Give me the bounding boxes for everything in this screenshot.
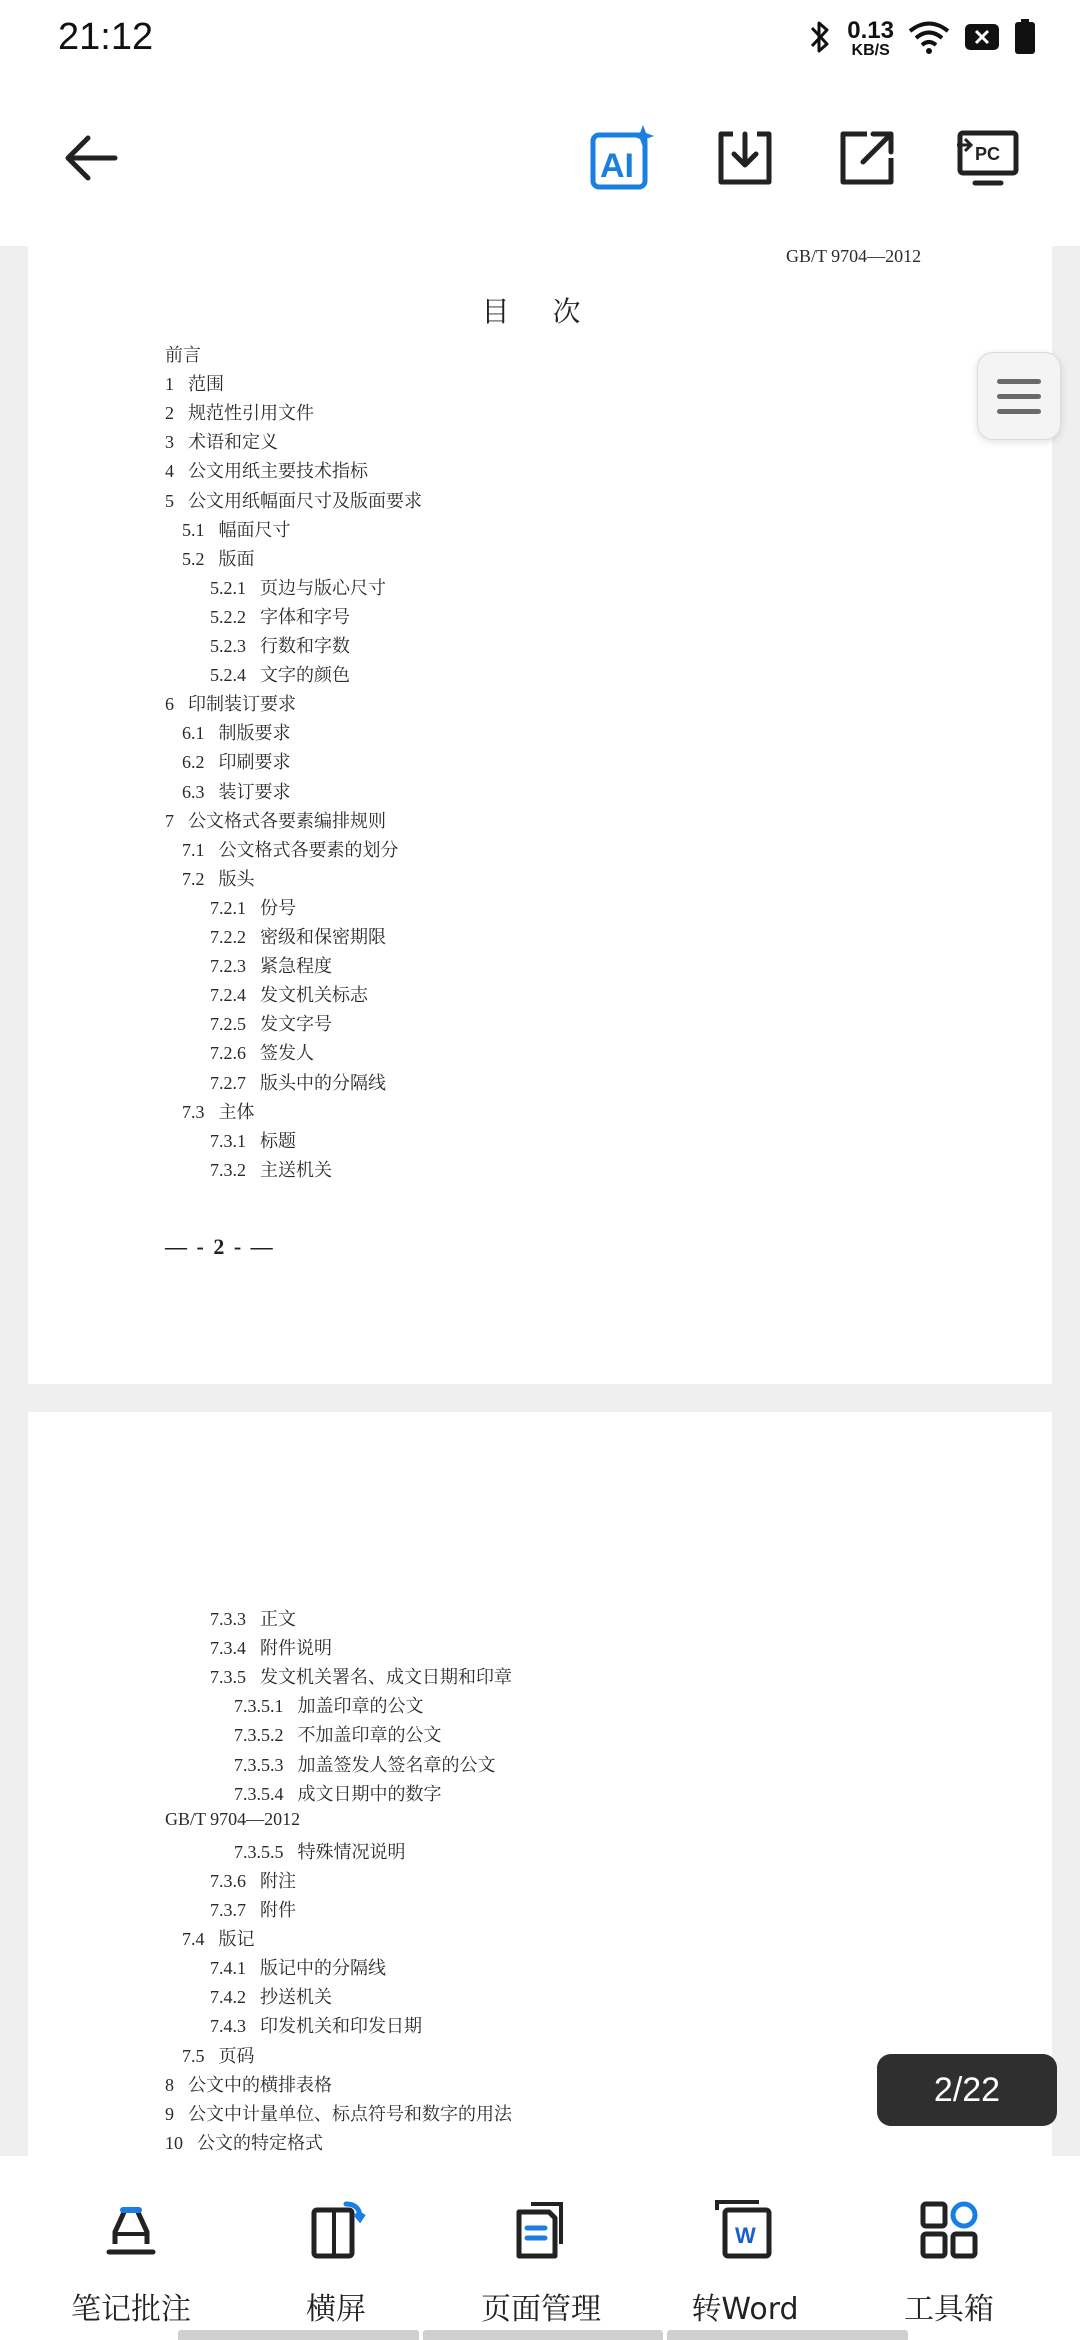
page-header-code: GB/T 9704—2012 xyxy=(786,246,922,266)
net-speed-value: 0.13 xyxy=(847,17,894,44)
toc-entry[interactable] xyxy=(210,1156,332,1182)
toc-entry-title: 印刷要求 xyxy=(218,752,291,773)
toc-entry-title: 版头中的分隔线 xyxy=(260,1072,386,1093)
toc-entry-title: 附注 xyxy=(260,1870,296,1891)
wifi-icon xyxy=(908,20,950,59)
share-button[interactable] xyxy=(827,120,907,200)
toc-entry-title: 规范性引用文件 xyxy=(188,403,314,424)
toc-entry-number: 6.2 xyxy=(182,752,205,773)
top-toolbar xyxy=(0,80,1080,246)
toc-entry-number: 6.3 xyxy=(182,781,205,802)
toc-entry-number: 5.2 xyxy=(182,548,205,569)
download-icon xyxy=(715,128,775,193)
toc-entry-number: 7.4 xyxy=(182,1929,205,1950)
annotate-pen-icon xyxy=(99,2198,163,2262)
toc-entry-number: 7.1 xyxy=(182,839,205,860)
toc-entry-number: 7.5 xyxy=(182,2045,205,2066)
toc-entry[interactable] xyxy=(234,1838,406,1864)
toc-entry-title: 制版要求 xyxy=(218,723,291,744)
toc-entry-title: 不加盖印章的公文 xyxy=(297,1725,442,1746)
toc-entry-title: 范围 xyxy=(188,374,224,395)
nav-annotate[interactable] xyxy=(31,2156,231,2340)
toc-entry[interactable] xyxy=(210,1634,332,1660)
toc-entry-title: 成文日期中的数字 xyxy=(297,1783,442,1804)
toc-entry[interactable] xyxy=(210,1127,296,1153)
menu-bar-icon xyxy=(997,379,1041,384)
toc-entry-title: 印发机关和印发日期 xyxy=(260,2016,422,2037)
toc-entry-number: 7.3.5.3 xyxy=(234,1754,284,1775)
toc-entry[interactable] xyxy=(165,341,201,367)
toc-entry-title: 公文用纸幅面尺寸及版面要求 xyxy=(188,490,422,511)
toc-entry[interactable] xyxy=(210,2012,422,2038)
toc-entry[interactable] xyxy=(210,894,296,920)
toc-entry-number: 7.3.4 xyxy=(210,1638,246,1659)
toc-entry-number: 7.3.2 xyxy=(210,1159,246,1180)
toc-entry-number: 7.2 xyxy=(182,868,205,889)
toc-entry-number: 7.3.5 xyxy=(210,1667,246,1688)
toc-entry[interactable] xyxy=(234,1721,442,1747)
toc-entry[interactable] xyxy=(182,748,291,774)
share-export-icon xyxy=(837,128,897,193)
toc-entry-number: 7 xyxy=(165,810,174,831)
toc-entry-number: 5.2.1 xyxy=(210,577,246,598)
toc-entry-number: 5.1 xyxy=(182,519,205,540)
toc-entry[interactable] xyxy=(234,1692,424,1718)
toc-entry-title: 发文字号 xyxy=(260,1014,332,1035)
toc-entry-number: 7.3.1 xyxy=(210,1130,246,1151)
toc-entry-number: 7.3.7 xyxy=(210,1900,246,1920)
toc-entry-title: 标题 xyxy=(260,1130,296,1151)
toc-entry[interactable] xyxy=(210,1039,314,1065)
toc-entry-number: 3 xyxy=(165,432,174,453)
toc-entry[interactable] xyxy=(210,632,350,658)
toc-entry[interactable] xyxy=(182,778,291,804)
toc-entry[interactable] xyxy=(234,1751,496,1777)
toc-entry-title: 幅面尺寸 xyxy=(218,519,291,540)
toc-entry-number: 7.2.4 xyxy=(210,985,246,1006)
toc-entry-number: 5.2.3 xyxy=(210,636,246,656)
page-manage-icon xyxy=(509,2198,573,2262)
download-button[interactable] xyxy=(705,120,785,200)
toc-entry-number: 6 xyxy=(165,694,174,715)
toc-entry-title: 版面 xyxy=(218,548,255,569)
toc-entry-number: 5.2.4 xyxy=(210,665,246,686)
nav-page-manage-label: 页面管理 xyxy=(481,2292,601,2327)
toc-entry-title: 加盖印章的公文 xyxy=(297,1696,424,1717)
toc-entry-number: 7.3.5.1 xyxy=(234,1696,284,1717)
pdf-page-2 xyxy=(28,246,1052,1384)
word-badge: W xyxy=(735,2223,756,2248)
toc-entry-title: 印制装订要求 xyxy=(188,694,296,715)
toc-entry[interactable] xyxy=(210,1010,332,1036)
toc-entry-title: 页边与版心尺寸 xyxy=(260,577,386,598)
toc-entry-title: 发文机关署名、成文日期和印章 xyxy=(260,1667,512,1688)
toc-entry-number: 7.4.1 xyxy=(210,1958,246,1979)
toc-entry-title: 附件说明 xyxy=(260,1638,332,1659)
back-button[interactable] xyxy=(50,120,130,200)
toc-entry-number: 4 xyxy=(165,461,174,482)
toc-entry-title: 附件 xyxy=(260,1900,296,1920)
toc-entry-number: 7.3.3 xyxy=(210,1609,246,1629)
toc-entry-number: 7.2.6 xyxy=(210,1043,246,1064)
toolbox-icon xyxy=(917,2198,981,2262)
cast-to-pc-button[interactable] xyxy=(948,120,1028,200)
page-counter: 2/22 xyxy=(877,2054,1057,2126)
rotate-landscape-icon xyxy=(304,2198,368,2262)
toc-entry-title: 公文的特定格式 xyxy=(197,2132,323,2153)
toc-entry-number: 7.2.1 xyxy=(210,897,246,918)
status-icons xyxy=(807,14,1036,64)
toc-entry-title: 行数和字数 xyxy=(260,636,350,656)
toc-entry-title: 公文中计量单位、标点符号和数字的用法 xyxy=(188,2103,512,2124)
nav-convert-word[interactable] xyxy=(645,2156,845,2340)
sim-off-icon xyxy=(964,22,1000,57)
toc-entry[interactable] xyxy=(165,807,386,833)
bottom-nav xyxy=(0,2156,1080,2340)
toc-entry[interactable] xyxy=(165,2071,332,2097)
nav-page-manage[interactable] xyxy=(441,2156,641,2340)
net-speed xyxy=(847,19,894,59)
nav-toolbox-label: 工具箱 xyxy=(904,2292,994,2327)
ai-assistant-button[interactable] xyxy=(582,120,662,200)
toc-entry[interactable] xyxy=(182,836,399,862)
toc-entry-title: 签发人 xyxy=(260,1043,314,1064)
toc-entry-title: GB/T 9704—2012 xyxy=(165,1808,301,1829)
net-speed-unit: KB/S xyxy=(851,42,890,59)
toc-entry-title: 公文格式各要素的划分 xyxy=(218,839,399,860)
nav-annotate-label: 笔记批注 xyxy=(71,2292,191,2327)
menu-bar-icon xyxy=(997,394,1041,399)
toc-entry-number: 1 xyxy=(165,374,174,395)
toc-entry-number: 6.1 xyxy=(182,723,205,744)
toc-entry[interactable] xyxy=(182,2042,255,2068)
status-time: 21:12 xyxy=(58,16,154,58)
outline-menu-button[interactable] xyxy=(977,352,1061,440)
toc-entry[interactable] xyxy=(210,952,332,978)
toc-entry-number: 7.3.5.5 xyxy=(234,1841,284,1862)
document-viewer[interactable] xyxy=(0,246,1080,2156)
toc-entry[interactable] xyxy=(234,1780,442,1806)
toc-entry-title: 页码 xyxy=(218,2045,255,2066)
toc-entry-number: 9 xyxy=(165,2103,174,2124)
convert-word-icon xyxy=(713,2198,777,2262)
bluetooth-icon xyxy=(807,18,833,61)
toc-entry-title: 加盖签发人签名章的公文 xyxy=(297,1754,496,1775)
toc-entry-title: 密级和保密期限 xyxy=(260,927,386,947)
gesture-bar-segment xyxy=(667,2330,908,2340)
toc-entry[interactable] xyxy=(210,1896,296,1922)
toc-entry-title: 版记 xyxy=(218,1929,255,1950)
toc-entry[interactable] xyxy=(165,1809,300,1830)
toc-entry-title: 公文中的横排表格 xyxy=(188,2074,332,2095)
toc-entry[interactable] xyxy=(165,487,422,513)
toc-entry-title: 发文机关标志 xyxy=(260,985,368,1006)
nav-landscape[interactable] xyxy=(236,2156,436,2340)
arrow-left-icon xyxy=(60,133,120,188)
gesture-bar-segment xyxy=(178,2330,419,2340)
toc-entry-number: 7.4.3 xyxy=(210,2016,246,2037)
toc-entry[interactable] xyxy=(210,1867,296,1893)
toc-entry-title: 字体和字号 xyxy=(260,606,350,627)
toc-entry-number: 2 xyxy=(165,403,174,424)
toc-entry-number: 7.4.2 xyxy=(210,1987,246,2008)
toc-entry[interactable] xyxy=(210,603,350,629)
page-title: 目 次 xyxy=(481,297,599,328)
toc-entry[interactable] xyxy=(210,574,386,600)
status-bar xyxy=(0,0,1080,80)
toc-entry-number: 8 xyxy=(165,2074,174,2095)
toc-entry[interactable] xyxy=(165,428,278,454)
toc-entry-title: 版记中的分隔线 xyxy=(260,1958,386,1979)
toc-entry[interactable] xyxy=(210,1983,332,2009)
nav-convert-word-label: 转Word xyxy=(691,2292,799,2327)
toc-entry[interactable] xyxy=(210,981,368,1007)
toc-entry-title: 前言 xyxy=(165,345,201,365)
toc-entry-title: 主体 xyxy=(218,1101,255,1122)
toc-entry[interactable] xyxy=(210,1954,386,1980)
toc-entry[interactable] xyxy=(165,2129,323,2155)
toc-entry[interactable] xyxy=(210,923,386,949)
toc-entry[interactable] xyxy=(165,370,224,396)
toc-entry[interactable] xyxy=(165,399,314,425)
toc-entry-number: 7.3.5.2 xyxy=(234,1725,284,1746)
toc-entry[interactable] xyxy=(182,516,291,542)
ai-label: AI xyxy=(600,146,634,185)
toc-entry[interactable] xyxy=(165,2100,512,2126)
toc-entry-title: 公文格式各要素编排规则 xyxy=(188,810,386,831)
toc-entry[interactable] xyxy=(182,1098,255,1124)
toc-entry-number: 5 xyxy=(165,490,174,511)
toc-entry-number: 7.2.5 xyxy=(210,1014,246,1035)
toc-entry-title: 抄送机关 xyxy=(260,1987,332,2008)
toc-entry[interactable] xyxy=(210,661,350,687)
toc-entry[interactable] xyxy=(182,1925,255,1951)
battery-icon xyxy=(1014,19,1036,60)
toc-entry-title: 主送机关 xyxy=(260,1159,332,1180)
gesture-bar xyxy=(178,2330,908,2340)
toc-entry-title: 紧急程度 xyxy=(260,956,332,977)
toc-entry[interactable] xyxy=(165,690,296,716)
toc-entry-title: 文字的颜色 xyxy=(260,665,350,686)
toc-entry[interactable] xyxy=(182,545,255,571)
toc-entry-title: 装订要求 xyxy=(218,781,291,802)
toc-entry-title: 正文 xyxy=(260,1609,296,1629)
toc-entry-number: 7.3.6 xyxy=(210,1870,246,1891)
toc-entry-title: 术语和定义 xyxy=(188,432,278,453)
pc-label: PC xyxy=(975,143,1001,164)
cast-to-pc-icon xyxy=(955,127,1021,194)
toc-entry-title: 份号 xyxy=(260,897,296,918)
nav-toolbox[interactable] xyxy=(849,2156,1049,2340)
toc-entry[interactable] xyxy=(210,1663,512,1689)
toc-entry[interactable] xyxy=(182,719,291,745)
nav-landscape-label: 横屏 xyxy=(306,2292,366,2327)
pdf-page-3 xyxy=(28,1412,1052,2156)
toc-entry-number: 7.3.5.4 xyxy=(234,1783,284,1804)
page-number-footer: — - 2 - — xyxy=(165,1234,275,1259)
gesture-bar-segment xyxy=(423,2330,664,2340)
toc-entry[interactable] xyxy=(165,457,368,483)
toc-entry[interactable] xyxy=(210,1605,296,1631)
toc-entry-number: 5.2.2 xyxy=(210,606,246,627)
menu-bar-icon xyxy=(997,409,1041,414)
toc-entry[interactable] xyxy=(210,1069,386,1095)
toc-entry[interactable] xyxy=(182,865,255,891)
toc-entry-title: 特殊情况说明 xyxy=(297,1841,406,1862)
toc-entry-number: 7.2.7 xyxy=(210,1072,246,1093)
toc-entry-number: 7.3 xyxy=(182,1101,205,1122)
toc-entry-number: 7.2.2 xyxy=(210,927,246,947)
ai-sparkle-icon xyxy=(589,125,655,196)
toc-entry-number: 7.2.3 xyxy=(210,956,246,977)
toc-entry-title: 公文用纸主要技术指标 xyxy=(188,461,368,482)
toc-entry-number: 10 xyxy=(165,2132,183,2153)
toc-entry-title: 版头 xyxy=(218,868,255,889)
